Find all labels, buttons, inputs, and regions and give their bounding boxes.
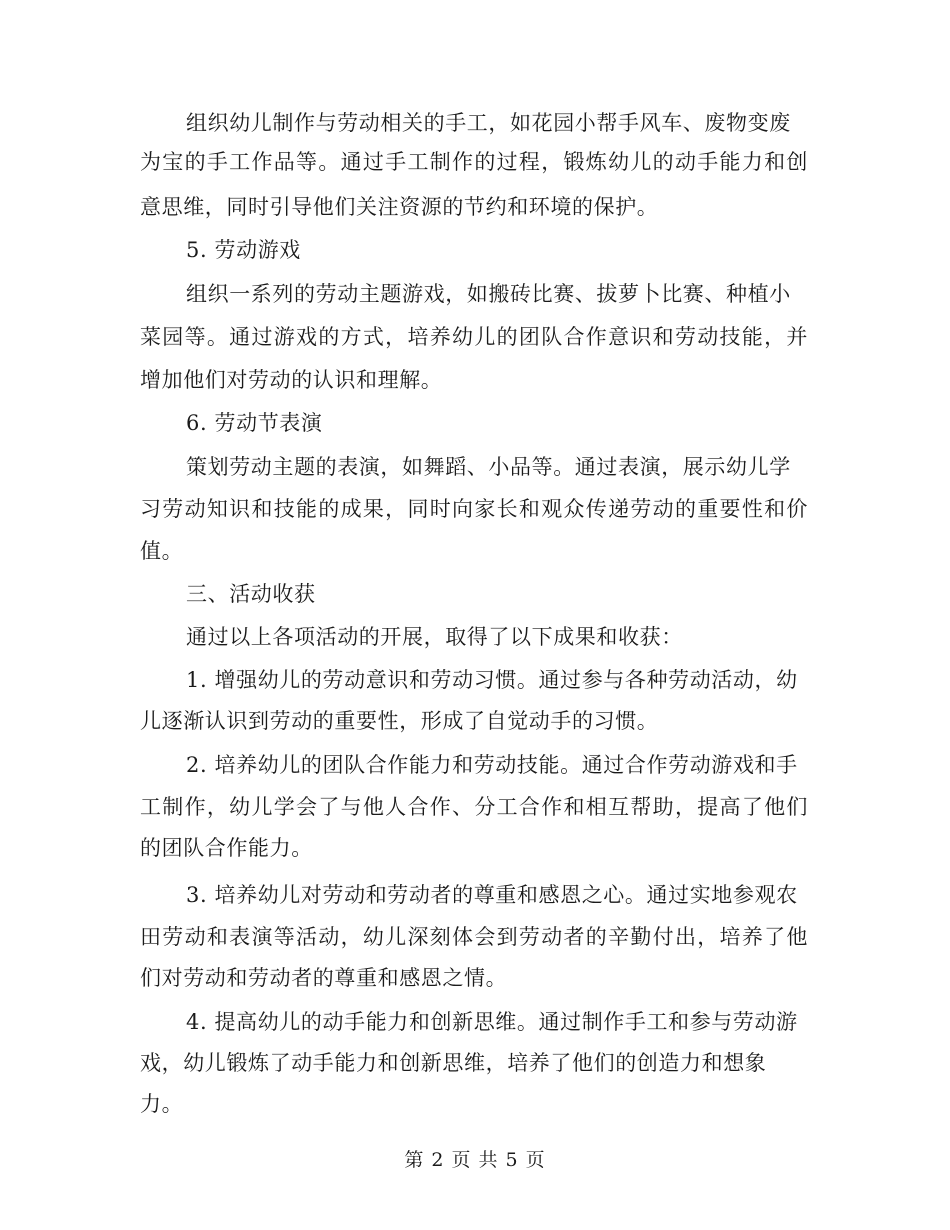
list-item-line: 2. 培养幼儿的团队合作能力和劳动技能。通过合作劳动游戏和手 — [186, 753, 798, 777]
list-item-line: 力。 — [140, 1092, 184, 1116]
paragraph-line: 通过以上各项活动的开展，取得了以下成果和收获： — [186, 625, 683, 649]
section-heading: 6. 劳动节表演 — [186, 411, 323, 435]
paragraph-line: 为宝的手工作品等。通过手工制作的过程，锻炼幼儿的动手能力和创 — [140, 150, 808, 174]
paragraph-line: 习劳动知识和技能的成果，同时向家长和观众传递劳动的重要性和价 — [140, 497, 808, 521]
list-item-line: 儿逐渐认识到劳动的重要性，形成了自觉动手的习惯。 — [140, 709, 659, 733]
section-heading: 5. 劳动游戏 — [186, 238, 301, 262]
paragraph-line: 增加他们对劳动的认识和理解。 — [140, 368, 443, 392]
list-item-line: 1. 增强幼儿的劳动意识和劳动习惯。通过参与各种劳动活动，幼 — [186, 668, 798, 692]
paragraph-line: 意思维，同时引导他们关注资源的节约和环境的保护。 — [140, 195, 659, 219]
paragraph-line: 组织一系列的劳动主题游戏，如搬砖比赛、拔萝卜比赛、种植小 — [186, 282, 791, 306]
list-item-line: 工制作，幼儿学会了与他人合作、分工合作和相互帮助，提高了他们 — [140, 795, 808, 819]
paragraph-line: 组织幼儿制作与劳动相关的手工，如花园小帮手风车、废物变废 — [186, 111, 791, 135]
section-heading: 三、活动收获 — [186, 582, 316, 606]
list-item-line: 戏，幼儿锻炼了动手能力和创新思维，培养了他们的创造力和想象 — [140, 1051, 767, 1075]
paragraph-line: 菜园等。通过游戏的方式，培养幼儿的团队合作意识和劳动技能，并 — [140, 325, 808, 349]
paragraph-line: 策划劳动主题的表演，如舞蹈、小品等。通过表演，展示幼儿学 — [186, 455, 791, 479]
list-item-line: 田劳动和表演等活动，幼儿深刻体会到劳动者的辛勤付出，培养了他 — [140, 925, 808, 949]
list-item-line: 的团队合作能力。 — [140, 836, 313, 860]
list-item-line: 3. 培养幼儿对劳动和劳动者的尊重和感恩之心。通过实地参观农 — [186, 883, 798, 907]
paragraph-line: 值。 — [140, 539, 184, 563]
list-item-line: 4. 提高幼儿的动手能力和创新思维。通过制作手工和参与劳动游 — [186, 1010, 798, 1034]
page-number-footer: 第 2 页 共 5 页 — [404, 1149, 546, 1171]
list-item-line: 们对劳动和劳动者的尊重和感恩之情。 — [140, 966, 508, 990]
